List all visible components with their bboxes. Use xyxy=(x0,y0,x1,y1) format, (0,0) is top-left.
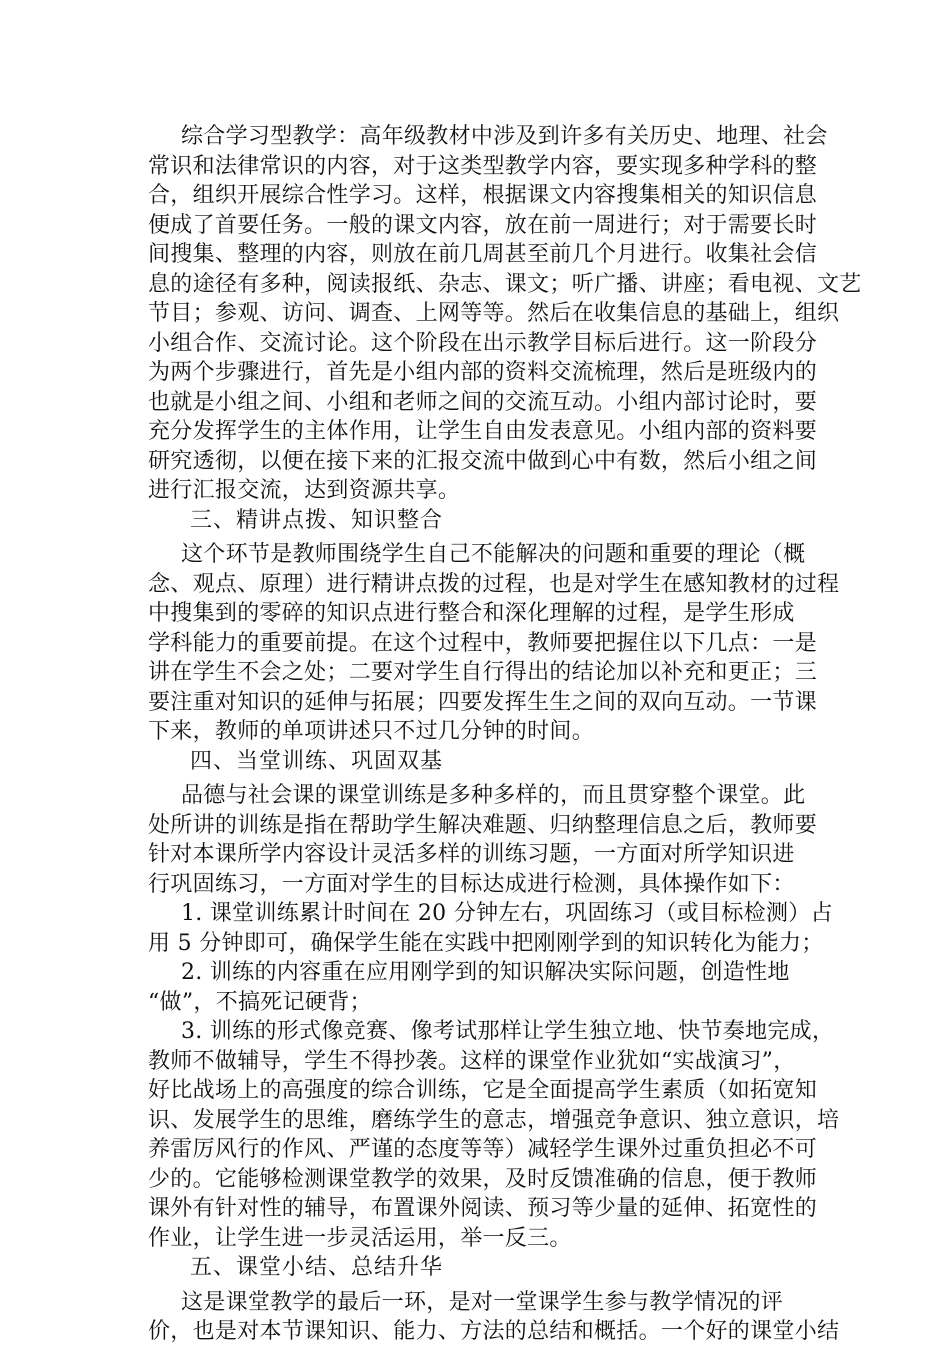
text-line: 中搜集到的零碎的知识点进行整合和深化理解的过程，是学生形成 xyxy=(148,601,795,626)
text-line: 这是课堂教学的最后一环，是对一堂课学生参与教学情况的评 xyxy=(181,1289,784,1315)
text-line: 1. 课堂训练累计时间在 20 分钟左右，巩固练习（或目标检测）占 xyxy=(181,901,833,926)
text-line: 养雷厉风行的作风、严谨的态度等等）减轻学生课外过重负担必不可 xyxy=(148,1137,818,1162)
text-line: 为两个步骤进行，首先是小组内部的资料交流梳理，然后是班级内的 xyxy=(148,360,818,385)
paragraph-summary xyxy=(148,1288,853,1347)
text-line: 进行汇报交流，达到资源共享。 xyxy=(148,478,461,503)
section-heading-4: 四、当堂训练、巩固双基 xyxy=(190,748,444,774)
text-line: 处所讲的训练是指在帮助学生解决难题、归纳整理信息之后，教师要 xyxy=(148,812,818,838)
text-line: 行巩固练习，一方面对学生的目标达成进行检测，具体操作如下： xyxy=(148,871,795,897)
text-line: 间搜集、整理的内容，则放在前几周甚至前几个月进行。收集社会信 xyxy=(148,242,818,267)
text-line: 讲在学生不会之处；二要对学生自行得出的结论加以补充和更正；三 xyxy=(148,660,818,685)
section-heading-3: 三、精讲点拨、知识整合 xyxy=(190,507,444,533)
paragraph-training-intro xyxy=(148,781,853,899)
text-line: 好比战场上的高强度的综合训练，它是全面提高学生素质（如拓宽知 xyxy=(148,1078,818,1103)
text-line: 价，也是对本节课知识、能力、方法的总结和概括。一个好的课堂小结 xyxy=(148,1319,840,1344)
text-line: 也就是小组之间、小组和老师之间的交流互动。小组内部讨论时，要 xyxy=(148,389,818,415)
text-line: 综合学习型教学：高年级教材中涉及到许多有关历史、地理、社会 xyxy=(181,124,828,149)
text-line: 课外有针对性的辅导，布置课外阅读、预习等少量的延伸、拓宽性的 xyxy=(148,1196,818,1221)
text-line: 节目；参观、访问、调查、上网等等。然后在收集信息的基础上，组织 xyxy=(148,301,840,326)
document-body xyxy=(148,122,862,1347)
text-line: 念、观点、原理）进行精讲点拨的过程，也是对学生在感知教材的过程 xyxy=(148,571,840,597)
text-line: 少的。它能够检测课堂教学的效果，及时反馈准确的信息，便于教师 xyxy=(148,1166,818,1192)
list-item-1 xyxy=(148,899,853,958)
text-line: 常识和法律常识的内容，对于这类型教学内容，要实现多种学科的整 xyxy=(148,153,818,179)
section-heading-5: 五、课堂小结、总结升华 xyxy=(190,1255,444,1280)
text-line: 小组合作、交流讨论。这个阶段在出示教学目标后进行。这一阶段分 xyxy=(148,330,818,356)
text-line: 2. 训练的内容重在应用刚学到的知识解决实际问题，创造性地 xyxy=(181,960,790,985)
text-line: 研究透彻，以便在接下来的汇报交流中做到心中有数，然后小组之间 xyxy=(148,448,818,474)
text-line: 充分发挥学生的主体作用，让学生自由发表意见。小组内部的资料要 xyxy=(148,419,818,444)
text-line: 识、发展学生的思维，磨练学生的意志，增强竞争意识、独立意识，培 xyxy=(148,1107,840,1133)
list-item-3 xyxy=(148,1017,853,1253)
text-line: 教师不做辅导，学生不得抄袭。这样的课堂作业犹如“实战演习”， xyxy=(148,1048,796,1074)
paragraph-integrated-learning xyxy=(148,122,862,506)
text-line: 息的途径有多种，阅读报纸、杂志、课文；听广播、讲座；看电视、文艺 xyxy=(148,271,862,297)
text-line: 下来，教师的单项讲述只不过几分钟的时间。 xyxy=(148,719,595,744)
text-line: 合，组织开展综合性学习。这样，根据课文内容搜集相关的知识信息 xyxy=(148,183,818,208)
text-line: 便成了首要任务。一般的课文内容，放在前一周进行；对于需要长时 xyxy=(148,212,818,238)
text-line: 作业，让学生进一步灵活运用，举一反三。 xyxy=(148,1225,572,1251)
text-line: 要注重对知识的延伸与拓展；四要发挥生生之间的双向互动。一节课 xyxy=(148,689,818,715)
list-item-2 xyxy=(148,958,853,1017)
text-line: 3. 训练的形式像竞赛、像考试那样让学生独立地、快节奏地完成， xyxy=(181,1019,835,1044)
text-line: 学科能力的重要前提。在这个过程中，教师要把握住以下几点：一是 xyxy=(148,630,818,656)
text-line: 这个环节是教师围绕学生自己不能解决的问题和重要的理论（概 xyxy=(181,542,806,567)
text-line: “做”，不搞死记硬背； xyxy=(148,989,372,1015)
text-line: 品德与社会课的课堂训练是多种多样的，而且贯穿整个课堂。此 xyxy=(181,783,806,808)
text-line: 针对本课所学内容设计灵活多样的训练习题，一方面对所学知识进 xyxy=(148,842,795,867)
text-line: 用 5 分钟即可，确保学生能在实践中把刚刚学到的知识转化为能力； xyxy=(148,930,824,956)
paragraph-explanation xyxy=(148,540,853,747)
